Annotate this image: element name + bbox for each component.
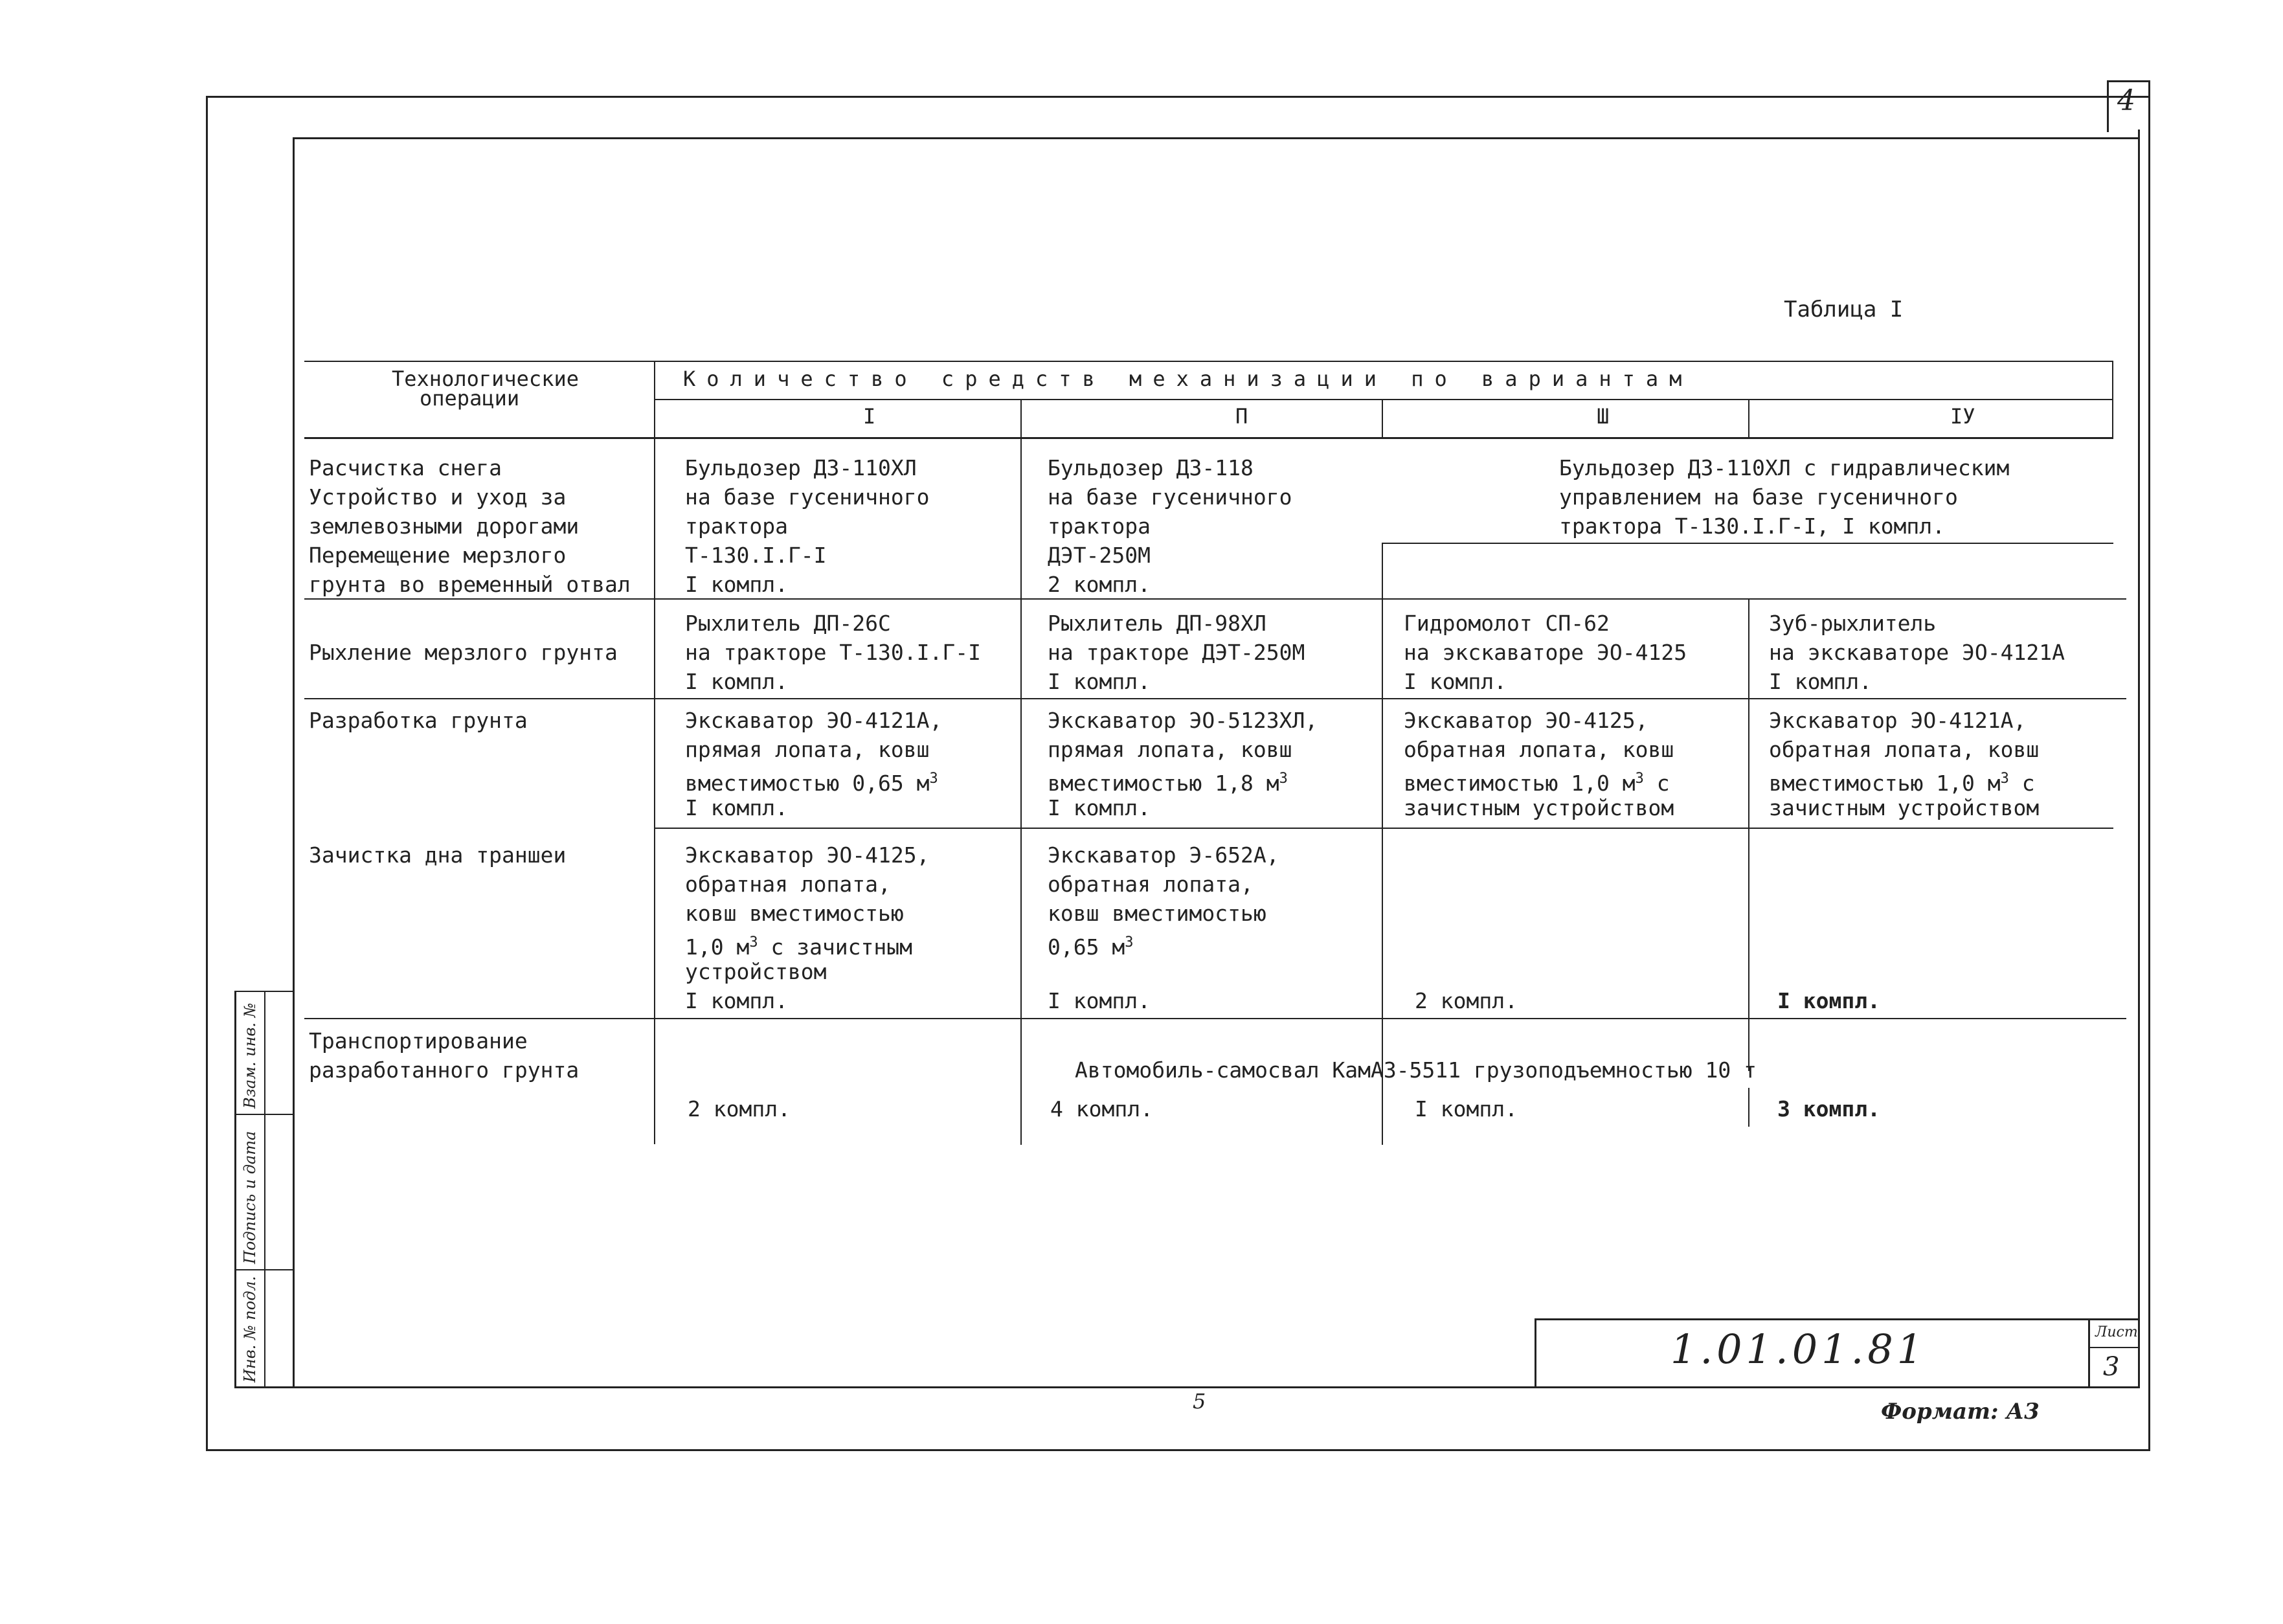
row-trench-bottom (304, 1018, 2126, 1019)
inner-frame-right (2138, 130, 2140, 1388)
header-variant-1: I (863, 404, 876, 429)
corner-mark: 4 (2117, 84, 2135, 117)
side-label-replacement-inv: Взам. инв. № (241, 1002, 259, 1109)
outer-frame-right (2148, 80, 2150, 1451)
header-divider (654, 399, 2113, 400)
trench-v2-capacity: 0,65 м (1048, 934, 1125, 960)
table-top-border (304, 361, 2113, 362)
header-quantity-title: Количество средств механизации по вариантам (683, 367, 1693, 391)
outer-frame-top (206, 96, 2148, 98)
cubic-sup: 3 (1125, 934, 1134, 951)
loosening-v3-2: на экскаваторе ЭО-4125 (1404, 640, 1687, 665)
cubic-sup: 3 (2000, 771, 2009, 787)
inner-frame-bottom (234, 1386, 2140, 1388)
transport-v4: 3 компл. (1777, 1096, 1880, 1122)
snow-operation-1: Расчистка снега (309, 455, 502, 480)
stamp-top (1535, 1318, 2140, 1320)
trench-v1-capacity: 1,0 м (685, 934, 750, 960)
cubic-sup: 3 (1279, 771, 1288, 787)
corner-box-left (2107, 80, 2109, 132)
cubic-sup: 3 (929, 771, 938, 787)
snow-v34-3: трактора Т-130.I.Г-I, I компл. (1559, 513, 1946, 539)
excavation-v3-capacity: вместимостью 1,0 м (1404, 771, 1636, 796)
stamp-sheet-number: 3 (2103, 1352, 2120, 1382)
row-loosening-bottom (304, 698, 2126, 699)
snow-v34-divider (1383, 543, 2113, 544)
transport-vehicle: Автомобиль-самосвал КамАЗ-5511 грузоподъемностью 10 т (1075, 1057, 1757, 1083)
loosening-v4-2: на экскаваторе ЭО-4121А (1769, 640, 2065, 665)
trench-v1-3: ковш вместимостью (685, 901, 904, 926)
snow-v2-1: Бульдозер ДЗ-118 (1048, 455, 1254, 480)
col-v2-right-body (1382, 543, 1383, 1145)
col-v1-right (1020, 399, 1022, 1145)
transport-v1: 2 компл. (688, 1096, 791, 1122)
header-variant-2: П (1235, 404, 1248, 429)
loosening-v4-3: I компл. (1769, 669, 1872, 694)
trench-v1-suffix: с зачистным (758, 934, 913, 960)
header-operations-line2: операции (420, 386, 520, 411)
transport-v3: I компл. (1415, 1096, 1518, 1122)
excavation-v1-capacity: вместимостью 0,65 м (685, 771, 930, 796)
loosening-v2-1: Рыхлитель ДП-98ХЛ (1048, 611, 1266, 636)
excavation-v1-4: I компл. (685, 795, 788, 820)
side-strip-left (234, 991, 236, 1388)
excavation-v2-1: Экскаватор ЭО-5123ХЛ, (1048, 708, 1318, 733)
excavation-v4-1: Экскаватор ЭО-4121А, (1769, 708, 2027, 733)
stamp-sheet-divider (2088, 1318, 2090, 1388)
snow-operation-5: грунта во временный отвал (309, 572, 631, 597)
snow-v1-4: Т-130.I.Г-I (685, 543, 827, 568)
col-v2-right-header (1382, 399, 1383, 439)
snow-operation-3: землевозными дорогами (309, 513, 579, 539)
snow-v1-1: Бульдозер ДЗ-110ХЛ (685, 455, 917, 480)
excavation-v2-capacity: вместимостью 1,8 м (1048, 771, 1279, 796)
snow-v1-3: трактора (685, 513, 788, 539)
excavation-v4-capacity: вместимостью 1,0 м (1769, 771, 2001, 796)
side-strip-sep-2 (234, 1269, 295, 1270)
trench-v2-2: обратная лопата, (1048, 872, 1254, 897)
trench-operation: Зачистка дна траншеи (309, 842, 567, 868)
stamp-left (1535, 1318, 1536, 1388)
side-strip-top (234, 991, 295, 992)
header-operations-line1: Технологические (392, 367, 579, 391)
transport-v2: 4 компл. (1050, 1096, 1153, 1122)
loosening-operation: Рыхление мерзлого грунта (309, 640, 618, 665)
side-strip-divider (264, 991, 265, 1388)
excavation-v4-4: зачистным устройством (1769, 795, 2040, 820)
inner-frame-left (293, 137, 295, 1388)
format-label: Формат: А3 (1881, 1399, 2040, 1425)
excavation-v3-1: Экскаватор ЭО-4125, (1404, 708, 1648, 733)
excavation-operation: Разработка грунта (309, 708, 528, 733)
cubic-sup: 3 (1635, 771, 1644, 787)
stamp-code: 1.01.01.81 (1670, 1325, 1927, 1373)
snow-operation-2: Устройство и уход за (309, 484, 567, 510)
col-v3-right-header (1748, 399, 1749, 439)
trench-v2-5: I компл. (1048, 988, 1151, 1013)
col-operations-right (654, 361, 655, 1144)
loosening-v1-3: I компл. (685, 669, 788, 694)
excavation-v1-2: прямая лопата, ковш (685, 737, 930, 762)
transport-operation-2: разработанного грунта (309, 1057, 579, 1083)
loosening-v2-2: на тракторе ДЭТ-250М (1048, 640, 1305, 665)
snow-v1-5: I компл. (685, 572, 788, 597)
side-strip-sep-1 (234, 1114, 295, 1115)
table-caption: Таблица I (1784, 297, 1904, 322)
snow-v2-4: ДЭТ-250М (1048, 543, 1151, 568)
snow-operation-4: Перемещение мерзлого (309, 543, 567, 568)
header-variant-3: Ш (1597, 404, 1610, 429)
stamp-sheet-label: Лист (2095, 1324, 2138, 1340)
cubic-sup: 3 (749, 934, 758, 951)
trench-v1-1: Экскаватор ЭО-4125, (685, 842, 930, 868)
trench-v2-3: ковш вместимостью (1048, 901, 1266, 926)
excavation-v1-1: Экскаватор ЭО-4121А, (685, 708, 943, 733)
excavation-v2-4: I компл. (1048, 795, 1151, 820)
row-excavation-bottom (654, 828, 2113, 829)
snow-v2-5: 2 компл. (1048, 572, 1151, 597)
col-v3-right-body (1748, 598, 1749, 1071)
snow-v1-2: на базе гусеничного (685, 484, 930, 510)
excavation-v3-suffix: с (1643, 771, 1670, 796)
snow-v34-2: управлением на базе гусеничного (1559, 484, 1958, 510)
header-variant-4: IУ (1950, 404, 1975, 429)
trench-v1-5: устройством (685, 959, 827, 984)
outer-frame-bottom (206, 1449, 2148, 1451)
loosening-v1-1: Рыхлитель ДП-26С (685, 611, 891, 636)
snow-v2-2: на базе гусеничного (1048, 484, 1292, 510)
loosening-v1-2: на тракторе Т-130.I.Г-I (685, 640, 981, 665)
excavation-v3-4: зачистным устройством (1404, 795, 1674, 820)
side-label-inv-no: Инв. № подл. (241, 1276, 259, 1382)
loosening-v3-1: Гидромолот СП-62 (1404, 611, 1610, 636)
trench-v4: I компл. (1777, 988, 1880, 1013)
excavation-v2-2: прямая лопата, ковш (1048, 737, 1292, 762)
snow-v2-3: трактора (1048, 513, 1151, 539)
header-bottom (304, 437, 2113, 439)
col-v3-right-transport (1748, 1088, 1749, 1127)
table-right-border (2112, 361, 2113, 439)
stamp-sheet-label-bottom (2088, 1347, 2140, 1348)
loosening-v2-3: I компл. (1048, 669, 1151, 694)
trench-v3: 2 компл. (1415, 988, 1518, 1013)
transport-operation-1: Транспортирование (309, 1028, 528, 1054)
trench-v2-4 (1048, 928, 1133, 962)
snow-v34-1: Бульдозер ДЗ-110ХЛ с гидравлическим (1559, 455, 2010, 480)
excavation-v4-2: обратная лопата, ковш (1769, 737, 2040, 762)
excavation-v3-2: обратная лопата, ковш (1404, 737, 1674, 762)
page-number: 5 (1193, 1389, 1206, 1414)
side-label-signature-date: Подпись и дата (241, 1131, 259, 1264)
inner-frame-top (293, 137, 2140, 139)
outer-frame-left (206, 96, 208, 1450)
excavation-v4-suffix: с (2008, 771, 2035, 796)
loosening-v4-1: Зуб-рыхлитель (1769, 611, 1937, 636)
trench-v1-2: обратная лопата, (685, 872, 891, 897)
loosening-v3-3: I компл. (1404, 669, 1507, 694)
trench-v2-1: Экскаватор Э-652А, (1048, 842, 1279, 868)
trench-v1-6: I компл. (685, 988, 788, 1013)
